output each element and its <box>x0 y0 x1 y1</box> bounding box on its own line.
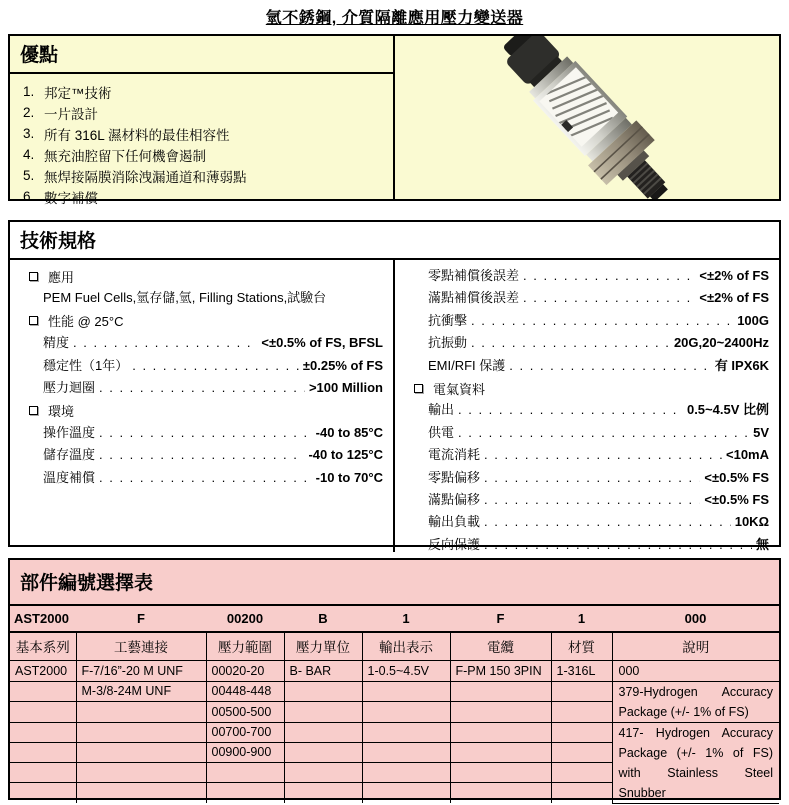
column-label-cell: 壓力單位 <box>284 632 362 660</box>
spec-dot-leader <box>484 492 700 507</box>
parts-box <box>8 558 781 800</box>
checkbox-bullet-icon <box>29 406 38 415</box>
spec-row <box>414 511 769 533</box>
spec-label: EMI/RFI 保護 <box>428 357 506 373</box>
advantage-number: 4. <box>23 147 35 162</box>
data-cell <box>450 722 551 742</box>
spec-section-row <box>414 377 769 399</box>
spec-row <box>29 355 383 377</box>
column-label-cell: 壓力範圍 <box>206 632 284 660</box>
data-cell <box>450 763 551 783</box>
specs-column-right <box>395 260 779 552</box>
spec-section-row <box>29 310 383 332</box>
data-cell: F-7/16”-20 M UNF <box>76 660 206 681</box>
advantages-header: 優點 <box>10 36 393 74</box>
advantage-number: 3. <box>23 126 35 141</box>
parts-table-body <box>10 606 779 803</box>
column-label-cell: 說明 <box>612 632 779 660</box>
spec-label: 儲存溫度 <box>43 447 96 463</box>
column-label-cell: 材質 <box>551 632 612 660</box>
column-label-cell: 電纜 <box>450 632 551 660</box>
data-cell <box>551 783 612 803</box>
description-cell: 379-Hydrogen Accuracy Package (+/- 1% of FS) <box>612 681 779 722</box>
column-label-cell: 工藝連接 <box>76 632 206 660</box>
code-cell: 000 <box>612 606 779 632</box>
spec-label: 穩定性（1年） <box>43 357 129 373</box>
spec-label: 滿點偏移 <box>428 491 481 507</box>
data-cell <box>362 783 450 803</box>
spec-value: -40 to 125°C <box>308 447 383 463</box>
data-cell: 00900-900 <box>206 742 284 762</box>
spec-row <box>414 287 769 309</box>
spec-section-label: 性能 @ 25°C <box>48 314 124 330</box>
data-cell: 1-316L <box>551 660 612 681</box>
spec-value: <±2% of FS <box>699 290 769 306</box>
data-cell <box>450 742 551 762</box>
spec-dot-leader <box>73 335 257 350</box>
description-cell: 417- Hydrogen Accuracy Package (+/- 1% of FS) with Stainless Steel Snubber <box>612 722 779 803</box>
advantages-panel <box>10 36 395 206</box>
specs-box <box>8 220 781 552</box>
data-cell <box>76 702 206 723</box>
spec-section-row <box>29 265 383 287</box>
data-cell <box>551 742 612 762</box>
data-cell <box>362 681 450 702</box>
spec-label: 滿點補償後誤差 <box>428 290 520 306</box>
product-photo-cell <box>395 36 779 199</box>
code-cell: 1 <box>551 606 612 632</box>
code-cell: F <box>76 606 206 632</box>
parts-code-row <box>10 606 779 632</box>
spec-value: 10KΩ <box>734 514 769 530</box>
spec-dot-leader <box>99 425 312 440</box>
column-label-cell: 基本系列 <box>10 632 76 660</box>
checkbox-bullet-icon <box>29 272 38 281</box>
spec-label: 電流消耗 <box>428 447 481 463</box>
spec-row <box>414 265 769 287</box>
spec-row <box>414 399 769 421</box>
spec-row <box>414 310 769 332</box>
data-cell: 00500-500 <box>206 702 284 723</box>
advantage-item <box>23 81 385 102</box>
advantage-item <box>23 165 385 186</box>
spec-row <box>414 467 769 489</box>
data-cell <box>284 763 362 783</box>
spec-value: <±0.5% FS <box>704 491 769 507</box>
advantage-text: 一片設計 <box>44 106 98 122</box>
spec-label: 抗衝擊 <box>428 312 468 328</box>
spec-dot-leader <box>484 537 752 552</box>
spec-dot-leader <box>484 514 731 529</box>
advantages-list <box>10 74 393 207</box>
spec-value: 100G <box>737 312 769 328</box>
advantage-number: 5. <box>23 168 35 183</box>
code-cell: F <box>450 606 551 632</box>
column-label-cell: 輸出表示 <box>362 632 450 660</box>
spec-row <box>29 467 383 489</box>
data-cell <box>10 722 76 742</box>
data-cell <box>551 681 612 702</box>
advantage-text: 數字補償 <box>44 190 98 206</box>
spec-row <box>414 332 769 354</box>
spec-dot-leader <box>99 380 305 395</box>
checkbox-bullet-icon <box>29 316 38 325</box>
spec-row <box>414 355 769 377</box>
spec-value: <10mA <box>726 447 769 463</box>
spec-section-row <box>29 399 383 421</box>
parts-label-row <box>10 632 779 660</box>
code-cell: AST2000 <box>10 606 76 632</box>
advantage-number: 2. <box>23 105 35 120</box>
spec-dot-leader <box>484 470 700 485</box>
spec-row <box>414 444 769 466</box>
spec-row <box>29 332 383 354</box>
advantage-number: 1. <box>23 84 35 99</box>
data-cell <box>284 681 362 702</box>
advantage-item <box>23 102 385 123</box>
spec-value: >100 Million <box>308 379 383 395</box>
spec-dot-leader <box>471 313 733 328</box>
spec-dot-leader <box>458 425 749 440</box>
spec-dot-leader <box>458 402 683 417</box>
spec-label: 溫度補償 <box>43 469 96 485</box>
data-cell <box>10 681 76 702</box>
spec-label: 抗振動 <box>428 335 468 351</box>
product-photo <box>395 36 779 199</box>
data-cell <box>206 783 284 803</box>
data-cell <box>10 763 76 783</box>
spec-row <box>29 422 383 444</box>
data-cell <box>362 722 450 742</box>
data-cell <box>551 702 612 723</box>
data-cell: 00448-448 <box>206 681 284 702</box>
spec-label: 零點補償後誤差 <box>428 268 520 283</box>
spec-value: ±0.25% of FS <box>302 357 383 373</box>
data-cell <box>76 722 206 742</box>
data-cell <box>284 742 362 762</box>
checkbox-bullet-icon <box>414 384 423 393</box>
data-cell: 00020-20 <box>206 660 284 681</box>
spec-dot-leader <box>523 290 695 305</box>
spec-value: <±0.5% FS <box>704 469 769 485</box>
spec-section-label: 電氣資料 <box>433 381 486 397</box>
spec-plain-text: PEM Fuel Cells,氫存儲,氫, Filling Stations,試驗台 <box>43 290 327 306</box>
data-cell: F-PM 150 3PIN <box>450 660 551 681</box>
advantage-text: 所有 316L 濕材料的最佳相容性 <box>44 127 230 143</box>
data-cell <box>76 783 206 803</box>
spec-label: 反向保護 <box>428 536 481 552</box>
data-cell <box>450 783 551 803</box>
data-cell <box>362 742 450 762</box>
spec-dot-leader <box>471 335 670 350</box>
advantages-box <box>8 34 781 206</box>
spec-row <box>29 377 383 399</box>
data-cell <box>362 702 450 723</box>
spec-section-label: 環境 <box>48 404 75 420</box>
page-title: 氫不銹鋼, 介質隔離應用壓力變送器 <box>265 10 524 27</box>
spec-row <box>29 444 383 466</box>
data-cell: 1-0.5~4.5V <box>362 660 450 681</box>
spec-dot-leader <box>484 447 722 462</box>
data-cell <box>551 763 612 783</box>
spec-value: 20G,20~2400Hz <box>673 335 769 351</box>
parts-data-row <box>10 681 779 702</box>
advantage-text: 邦定™技術 <box>44 85 112 101</box>
spec-label: 輸出 <box>428 402 455 418</box>
spec-label: 零點偏移 <box>428 469 481 485</box>
specs-column-left <box>10 260 395 552</box>
parts-table <box>10 606 779 804</box>
spec-dot-leader <box>509 358 711 373</box>
parts-data-row <box>10 722 779 742</box>
spec-value: 有 IPX6K <box>714 357 769 373</box>
data-cell: B- BAR <box>284 660 362 681</box>
specs-header: 技術規格 <box>10 222 779 260</box>
data-cell <box>362 763 450 783</box>
spec-value: 0.5~4.5V 比例 <box>686 402 769 418</box>
spec-label: 精度 <box>43 335 70 351</box>
code-cell: 00200 <box>206 606 284 632</box>
advantage-item <box>23 123 385 144</box>
spec-value: 5V <box>753 424 769 440</box>
code-cell: B <box>284 606 362 632</box>
advantage-text: 無充油腔留下任何機會遏制 <box>44 148 206 164</box>
description-cell: 000 <box>612 660 779 681</box>
spec-value: <±0.5% of FS, BFSL <box>261 335 383 351</box>
data-cell <box>284 783 362 803</box>
spec-label: 供電 <box>428 424 455 440</box>
data-cell <box>10 702 76 723</box>
data-cell <box>284 722 362 742</box>
spec-dot-leader <box>132 358 299 373</box>
spec-label: 操作溫度 <box>43 424 96 440</box>
data-cell <box>76 742 206 762</box>
data-cell <box>284 702 362 723</box>
code-cell: 1 <box>362 606 450 632</box>
advantage-item <box>23 144 385 165</box>
data-cell <box>10 742 76 762</box>
advantage-text: 無焊接隔膜消除洩漏通道和薄弱點 <box>44 169 247 185</box>
spec-dot-leader <box>99 470 312 485</box>
spec-row <box>414 534 769 556</box>
spec-value: <±2% of FS <box>699 268 769 283</box>
data-cell <box>206 763 284 783</box>
data-cell <box>450 681 551 702</box>
spec-value: -10 to 70°C <box>315 469 383 485</box>
spec-row <box>414 489 769 511</box>
parts-header: 部件編號選擇表 <box>10 560 779 606</box>
data-cell: 00700-700 <box>206 722 284 742</box>
spec-value: -40 to 85°C <box>315 424 383 440</box>
data-cell <box>551 722 612 742</box>
data-cell <box>10 783 76 803</box>
data-cell <box>76 763 206 783</box>
advantage-item <box>23 186 385 207</box>
data-cell <box>450 702 551 723</box>
spec-dot-leader <box>99 447 304 462</box>
advantage-number: 6. <box>23 189 35 204</box>
spec-section-label: 應用 <box>48 269 75 285</box>
spec-label: 輸出負載 <box>428 514 481 530</box>
parts-data-row <box>10 660 779 681</box>
specs-columns <box>10 260 779 552</box>
spec-row <box>414 422 769 444</box>
spec-label: 壓力迴圈 <box>43 379 96 395</box>
data-cell: M-3/8-24M UNF <box>76 681 206 702</box>
spec-value: 無 <box>755 536 769 552</box>
spec-dot-leader <box>523 268 695 283</box>
data-cell: AST2000 <box>10 660 76 681</box>
